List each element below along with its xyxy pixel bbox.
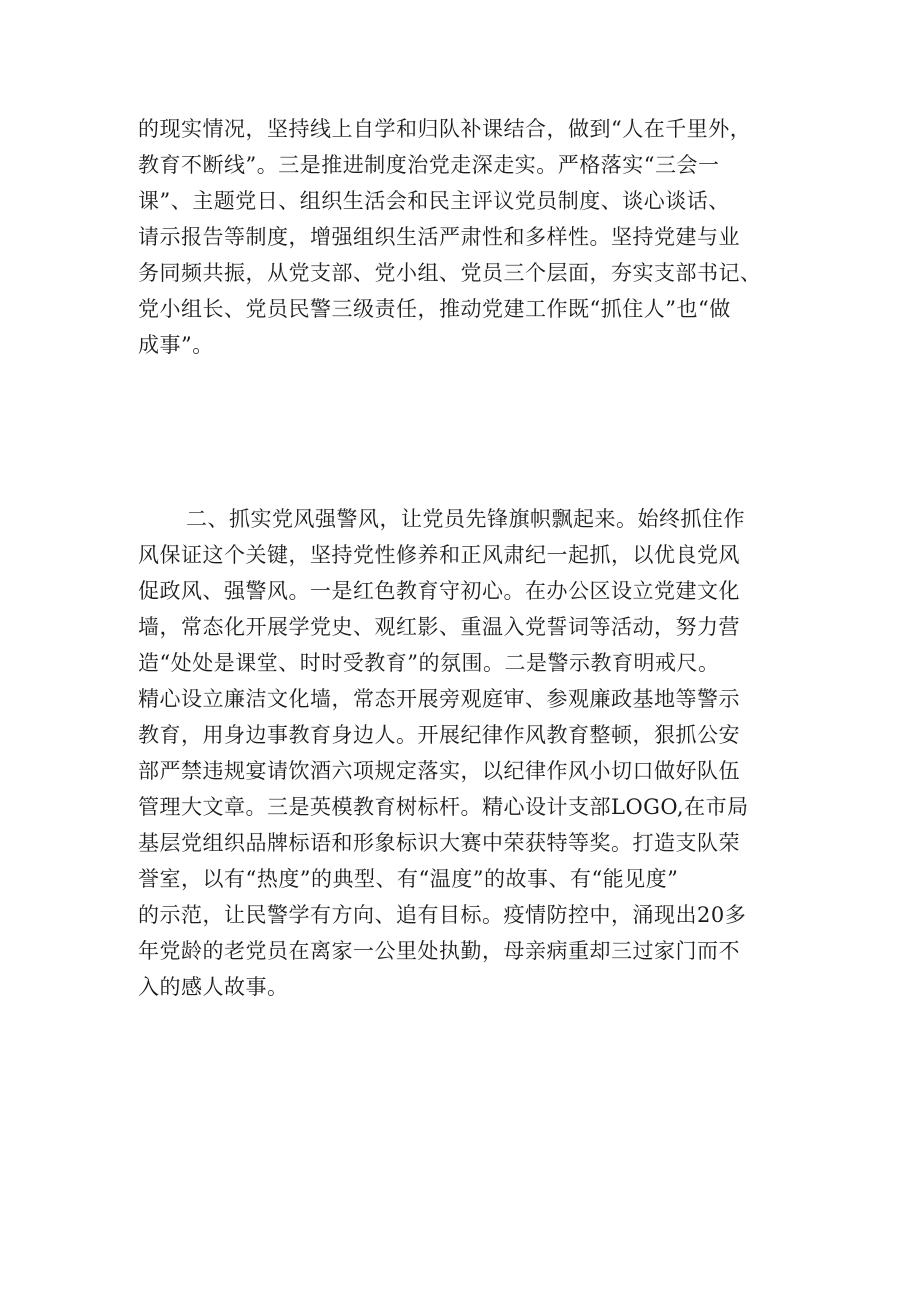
text-line: 墙，常态化开展学党史、观红影、重温入党誓词等活动，努力营 <box>138 615 740 639</box>
text-line: 促政风、强警风。一是红色教育守初心。在办公区设立党建文化 <box>138 579 740 603</box>
text-line: 的现实情况，坚持线上自学和归队补课结合，做到“人在千里外， <box>138 117 752 141</box>
paragraph-continuation <box>138 111 798 363</box>
text-line: 管理大文章。三是英模教育树标杆。精心设计支部LOGO,在市局 <box>138 795 749 819</box>
text-line: 课”、主题党日、组织生活会和民主评议党员制度、谈心谈话、 <box>138 189 730 213</box>
text-line: 基层党组织品牌标语和形象标识大赛中荣获特等奖。打造支队荣 <box>138 831 740 855</box>
text-line: 精心设立廉洁文化墙，常态开展旁观庭审、参观廉政基地等警示 <box>138 687 740 711</box>
text-line: 誉室，以有“热度”的典型、有“温度”的故事、有“能见度” <box>138 867 679 891</box>
text-line: 造“处处是课堂、时时受教育”的氛围。二是警示教育明戒尺。 <box>138 651 720 675</box>
text-line: 风保证这个关键，坚持党性修养和正风肃纪一起抓，以优良党风 <box>138 543 740 567</box>
text-line: 的示范，让民警学有方向、追有目标。疫情防控中，涌现出20多 <box>138 903 747 927</box>
text-line: 入的感人故事。 <box>138 975 289 999</box>
text-line: 务同频共振，从党支部、党小组、党员三个层面，夯实支部书记、 <box>138 261 762 285</box>
text-line: 请示报告等制度，增强组织生活严肃性和多样性。坚持党建与业 <box>138 225 740 249</box>
section-heading-line: 二、抓实党风强警风，让党员先锋旗帜飘起来。始终抓住作 <box>186 507 745 531</box>
text-line: 成事”。 <box>138 333 214 357</box>
text-line: 部严禁违规宴请饮酒六项规定落实，以纪律作风小切口做好队伍 <box>138 759 740 783</box>
text-line: 教育不断线”。三是推进制度治党走深走实。严格落实“三会一 <box>138 153 720 177</box>
text-line: 年党龄的老党员在离家一公里处执勤，母亲病重却三过家门而不 <box>138 939 740 963</box>
section-two-paragraph <box>138 501 798 1005</box>
text-line: 党小组长、党员民警三级责任，推动党建工作既“抓住人”也“做 <box>138 297 731 321</box>
text-line: 教育，用身边事教育身边人。开展纪律作风教育整顿，狠抓公安 <box>138 723 740 747</box>
